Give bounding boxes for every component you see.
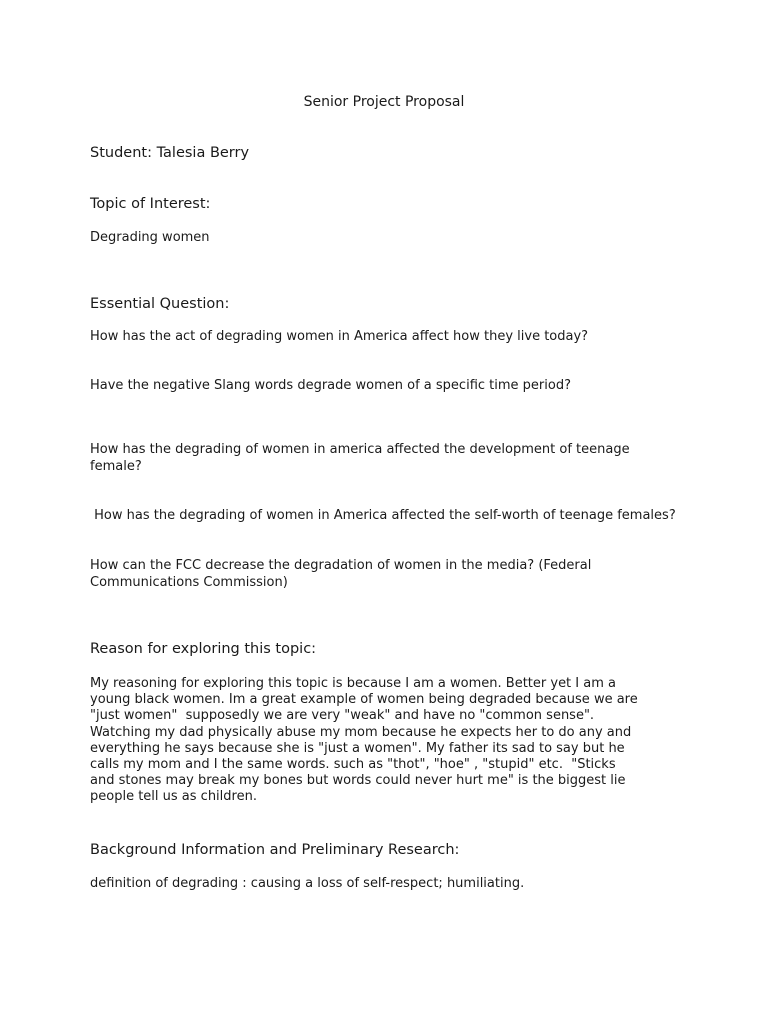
reason-line: My reasoning for exploring this topic is because I am a women. Better yet I am a	[90, 676, 616, 691]
reason-line: "just women" supposedly we are very "weak" and have no "common sense".	[90, 708, 595, 724]
essential-question-heading: Essential Question:	[90, 296, 230, 312]
reason-line: young black women. Im a great example of women being degraded because we are	[90, 692, 638, 708]
question-4: How has the degrading of women in America affected the self-worth of teenage females?	[90, 508, 676, 523]
question-5: How can the FCC decrease the degradation of women in the media? (Federal Communications Commission)	[90, 558, 592, 590]
definition-text: definition of degrading : causing a loss of self-respect; humiliating.	[90, 876, 525, 891]
student-name: Student: Talesia Berry	[90, 145, 250, 161]
reason-line: calls my mom and I the same words. such as "thot", "hoe" , "stupid" etc. "Sticks	[90, 757, 616, 773]
reason-paragraph	[90, 676, 680, 806]
document-title: Senior Project Proposal	[303, 94, 465, 110]
background-heading: Background Information and Preliminary Research:	[90, 842, 460, 858]
reason-line: and stones may break my bones but words could never hurt me" is the biggest lie	[90, 773, 626, 789]
reason-line: people tell us as children.	[90, 789, 257, 805]
topic-heading: Topic of Interest:	[90, 196, 211, 212]
topic-text: Degrading women	[90, 230, 210, 245]
question-2: Have the negative Slang words degrade women of a specific time period?	[90, 378, 571, 393]
reason-line: Watching my dad physically abuse my mom because he expects her to do any and	[90, 724, 632, 740]
reason-line: everything he says because she is "just a women". My father its sad to say but he	[90, 740, 625, 756]
reason-heading: Reason for exploring this topic:	[90, 641, 317, 657]
question-3: How has the degrading of women in america affected the development of teenage female?	[90, 442, 630, 474]
question-1: How has the act of degrading women in America affect how they live today?	[90, 329, 589, 344]
